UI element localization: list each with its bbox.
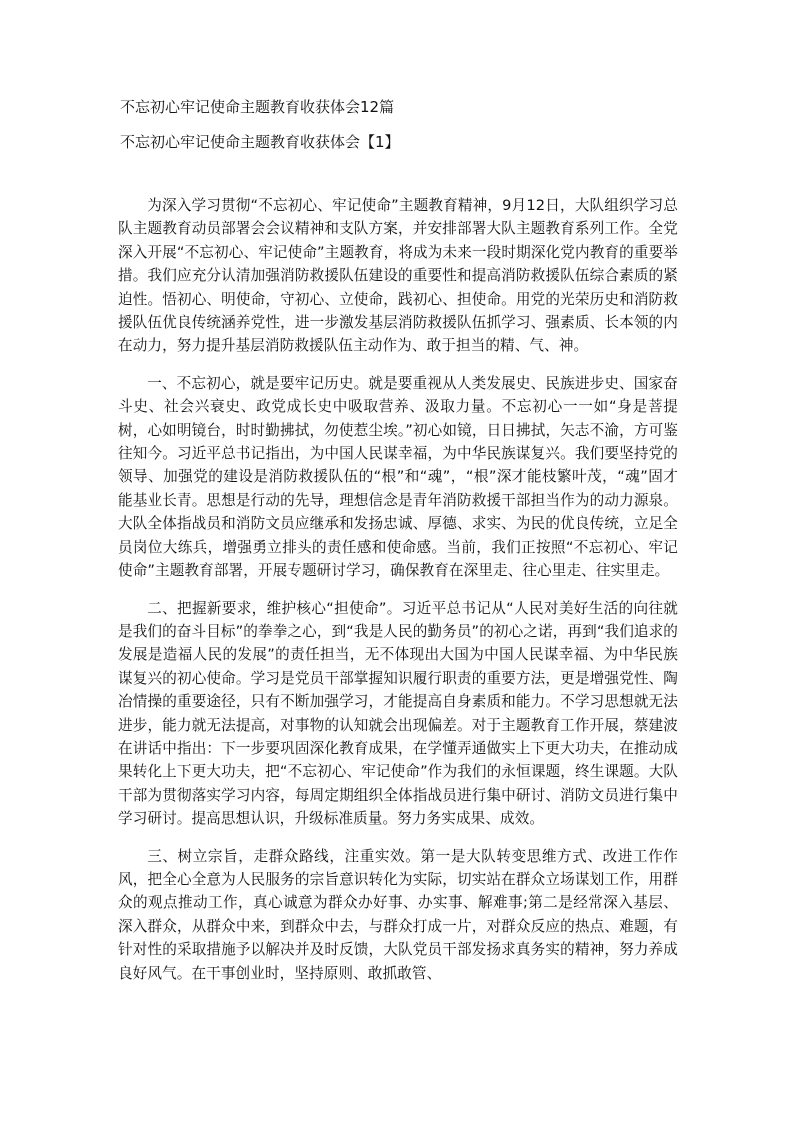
paragraph-intro: 为深入学习贯彻“不忘初心、牢记使命”主题教育精神，9月12日，大队组织学习总队主题教育动员部署会会议精神和支队方案，并安排部署大队主题教育系列工作。全党深入开展“不忘初心、牢记使命”主题教育，将成为未来一段时期深化党内教育的重要举措。我们应充分认清加强消防救援队伍建设的重要性和提高消防救援队伍综合素质的紧迫性。悟初心、明使命，守初心、立使命，践初心、担使命。用党的光荣历史和消防救援队伍优良传统涵养党性，进一步激发基层消防救援队伍抓学习、强素质、长本领的内在动力，努力提升基层消防救援队伍主动作为、敢于担当的精、气、神。 bbox=[118, 197, 678, 355]
paragraph-section-1: 一、不忘初心，就是要牢记历史。就是要重视从人类发展史、民族进步史、国家奋斗史、社会兴衰史、政党成长史中吸取营养、汲取力量。不忘初心一一如“身是菩提树，心如明镜台，时时勤拂拭，勿使惹尘埃。”初心如镜，日日拂拭，矢志不渝，方可鉴往知今。习近平总书记指出，为中国人民谋幸福，为中华民族谋复兴。我们要坚持党的领导、加强党的建设是消防救援队伍的“根”和“魂”，“根”深才能枝繁叶茂，“魂”固才能基业长青。思想是行动的先导，理想信念是青年消防救援干部担当作为的动力源泉。大队全体指战员和消防文员应继承和发扬忠诚、厚德、求实、为民的优良传统，立足全员岗位大练兵，增强勇立排头的责任感和使命感。当前，我们正按照“不忘初心、牢记使命”主题教育部署，开展专题研讨学习，确保教育在深里走、往心里走、往实里走。 bbox=[118, 374, 678, 580]
document-title: 不忘初心牢记使命主题教育收获体会12篇 bbox=[120, 98, 395, 116]
paragraph-section-3: 三、树立宗旨，走群众路线，注重实效。第一是大队转变思维方式、改进工作作风，把全心全意为人民服务的宗旨意识转化为实际，切实站在群众立场谋划工作，用群众的观点推动工作，真心诚意为群众办好事、办实事、解难事;第二是经常深入基层、深入群众，从群众中来，到群众中去，与群众打成一片，对群众反应的热点、难题，有针对性的采取措施予以解决并及时反馈，大队党员干部发扬求真务实的精神，努力养成良好风气。在干事创业时，坚持原则、敢抓敢管、 bbox=[118, 847, 678, 982]
paragraph-section-2: 二、把握新要求，维护核心“担使命”。习近平总书记从“人民对美好生活的向往就是我们的奋斗目标”的拳拳之心，到“我是人民的勤务员”的初心之诺，再到“我们追求的发展是造福人民的发展”的责任担当，无不体现出大国为中国人民谋幸福、为中华民族谋复兴的初心使命。学习是党员干部掌握知识履行职责的重要方法，更是增强党性、陶冶情操的重要途径，只有不断加强学习，才能提高自身素质和能力。不学习思想就无法进步，能力就无法提高，对事物的认知就会出现偏差。对于主题教育工作开展，蔡建波在讲话中指出：下一步要巩固深化教育成果，在学懂弄通做实上下更大功夫，在推动成果转化上下更大功夫，把“不忘初心、牢记使命”作为我们的永恒课题，终生课题。大队干部为贯彻落实学习内容，每周定期组织全体指战员进行集中研讨、消防文员进行集中学习研讨。提高思想认识，升级标准质量。努力务实成果、成效。 bbox=[118, 599, 678, 828]
document-body bbox=[118, 194, 678, 999]
document-subtitle: 不忘初心牢记使命主题教育收获体会【1】 bbox=[120, 133, 400, 151]
